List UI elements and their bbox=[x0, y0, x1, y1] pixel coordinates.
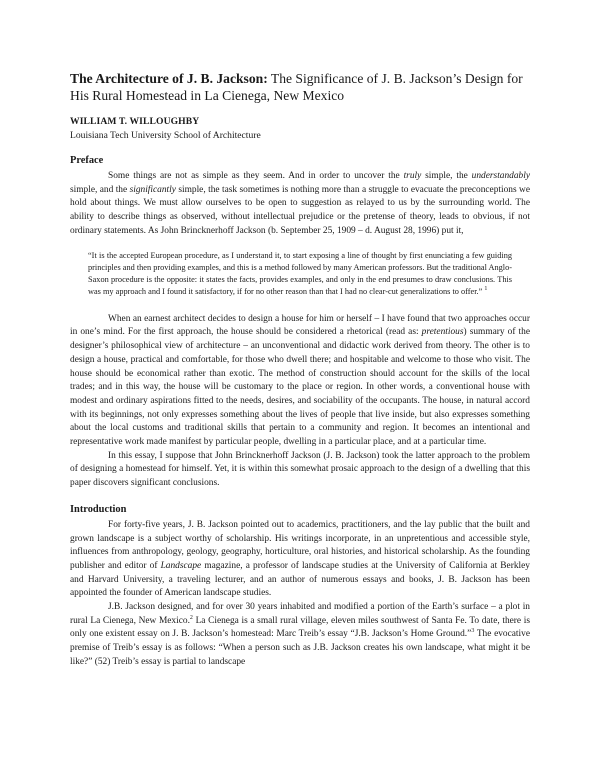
emphasis: pretentious bbox=[421, 327, 464, 338]
text-run: La Cienega is a small rural village, eleven miles southwest of Santa Fe. To date, there is only one existent essay on J. B. Jackson’s homestead: Marc Treib’s essay “J.B. Jackson’s Home Ground.” bbox=[70, 615, 530, 640]
footnote-marker: 2 bbox=[189, 614, 193, 621]
text-run: simple, the bbox=[421, 171, 472, 181]
title-main: The Architecture of J. B. Jackson: bbox=[70, 71, 268, 86]
emphasis: significantly bbox=[129, 184, 176, 195]
title-subtitle: The Significance of J. B. Jackson’s Design for His Rural Homestead in La Cienega, New Mexico bbox=[70, 71, 523, 103]
intro-paragraph-2 bbox=[70, 601, 530, 670]
quote-text: “It is the accepted European procedure, as I understand it, to start exposing a line of thought by first enunciating a few guiding principles and then providing examples, and this is a method followed by many American professors. But the traditional Anglo-Saxon procedure is the opposite: it states the facts, provides examples, and only in the end presumes to draw conclusions. This was my approach and I found it satisfactory, if for no other reason than that I had no clear-cut generalizations to offer.” bbox=[88, 250, 512, 297]
preface-paragraph-2 bbox=[70, 313, 530, 450]
emphasis: Landscape bbox=[160, 560, 202, 571]
preface-paragraph-1 bbox=[70, 170, 530, 239]
intro-paragraph-1 bbox=[70, 519, 530, 601]
text-run: The evocative premise of Treib’s essay is as follows: “When a person such as J.B. Jackson creates his own landscape, what might it be like?” (52) Treib’s essay is partial to landscape bbox=[70, 629, 530, 667]
author-affiliation: Louisiana Tech University School of Architecture bbox=[70, 130, 261, 141]
introduction-heading: Introduction bbox=[70, 503, 127, 515]
text-run: J.B. Jackson designed, and for over 30 years inhabited and modified a portion of the Earth’s surface – a plot in rural La Cienega, New Mexico. bbox=[70, 602, 530, 626]
emphasis: understandably bbox=[471, 171, 531, 181]
text-run: Some things are not as simple as they seem. And in order to uncover the bbox=[108, 171, 404, 181]
footnote-marker: 1 bbox=[484, 286, 488, 293]
footnote-marker: 3 bbox=[471, 628, 475, 635]
emphasis: truly bbox=[403, 171, 422, 181]
author-name: WILLIAM T. WILLOUGHBY bbox=[70, 116, 200, 127]
preface-heading: Preface bbox=[70, 155, 104, 166]
paper-title bbox=[70, 70, 530, 104]
text-run: When an earnest architect decides to design a house for him or herself – I have found that two approaches occur in one’s mind. For the first approach, the house should be considered a rhetorical (read as: bbox=[70, 313, 530, 338]
preface-paragraph-3: In this essay, I suppose that John Brincknerhoff Jackson (J. B. Jackson) took the latter approach to the problem of designing a homestead for himself. Yet, it is within this somewhat prosaic approach to the design of a dwelling that this paper discovers significant conclusions. bbox=[70, 450, 530, 489]
text-run: simple, and the bbox=[70, 184, 130, 195]
text-run: simple, the task sometimes is nothing more than a struggle to evacuate the preconceptions we hold about things. We must allow ourselves to be open to suggestion as relayed to us by the surrounding world. The ability to describe things as observed, without intellectual prejudice or the pretense of theory, leads to obvious, if not ordinary statements. As John Brincknerhoff Jackson (b. September 25, 1909 – d. August 28, 1996) put it, bbox=[70, 184, 530, 236]
text-run: magazine, a professor of landscape studies at the University of California at Berkley and Harvard University, a traveling lecturer, and an author of numerous essays and books, J. B. Jackson has been appointed the founder of American landscape studies. bbox=[70, 560, 530, 599]
text-run: For forty-five years, J. B. Jackson pointed out to academics, practitioners, and the lay public that the built and grown landscape is a subject worthy of scholarship. His writings incorporate, in an unpretentious and accessible style, influences from anthropology, geology, geography, horticulture, oral histories, and historical scholarship. As the founding publisher and editor of bbox=[70, 519, 530, 571]
text-run: ) summary of the designer’s philosophical view of architecture – an unconventional and didactic work derived from theory. The other is to design a house, practical and comfortable, for those who dwell there; and hospitable and welcome to those who visit. The house should be economical rather than exotic. The method of construction should account for the skills of the local trades; and in this way, the house will be customary to the place or region. In other words, a conventional house with modest and ordinary aspirations fitted to the needs, desires, and sociability of the occupants. The house, in natural accord with its beginnings, not only expresses something about the lives of people that live inside, but also expresses something about the local customs and traditional skills that pertain to a community and region. It becomes an intentional and representative work made manifest by particular people, dwelling in a particular place, and at a particular time. bbox=[70, 327, 530, 448]
block-quote bbox=[88, 250, 512, 299]
